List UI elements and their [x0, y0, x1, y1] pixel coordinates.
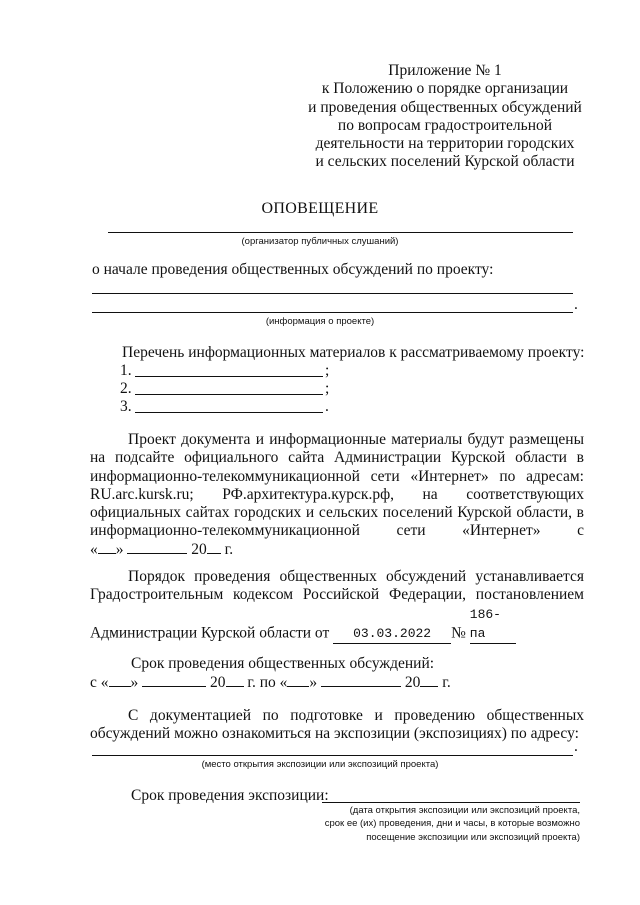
- organizer-line: [108, 232, 573, 233]
- site-address-1: RU.arc.kursk.ru;: [90, 485, 194, 503]
- placement-row: официальных сайтах городских и сельских поселений Курской области, в: [90, 504, 584, 522]
- year-prefix: 20: [210, 674, 226, 691]
- placement-date-row: [90, 541, 584, 559]
- documentation-row: С документацией по подготовке и проведению общественных: [128, 707, 584, 724]
- word: информационно-телекоммуникационной: [90, 522, 360, 540]
- year-prefix: 20: [404, 674, 421, 691]
- resolution-number: 186-па: [469, 606, 501, 641]
- item-number: 1.: [120, 362, 132, 379]
- project-line-period: .: [574, 296, 578, 313]
- project-line-2: [92, 312, 573, 313]
- address-line: [92, 755, 573, 756]
- word-on: на: [422, 485, 438, 503]
- start-month-blank: [142, 686, 206, 687]
- end-day-blank: [287, 686, 309, 687]
- appendix-line: деятельности на территории городских: [315, 135, 575, 153]
- caption-line: посещение экспозиции или экспозиций проекта): [366, 831, 580, 843]
- quote-close: »: [115, 540, 124, 558]
- resolution-date-field: [333, 624, 451, 644]
- appendix-line: и проведения общественных обсуждений: [308, 98, 582, 116]
- word: с: [577, 522, 584, 540]
- placement-row-sites: [90, 486, 584, 504]
- documentation-row: обсуждений можно ознакомиться на экспозиции (экспозициях) по адресу:: [90, 725, 579, 743]
- documentation-paragraph: [90, 707, 584, 744]
- materials-item-2-line: [135, 394, 323, 395]
- appendix-block: [300, 62, 590, 172]
- period-row: [90, 674, 451, 692]
- address-caption: (место открытия экспозиции или экспозиций проекта): [201, 759, 439, 770]
- appendix-line: Приложение № 1: [388, 62, 502, 79]
- procedure-row-3: [90, 605, 584, 641]
- resolution-number-field: [470, 605, 516, 645]
- procedure-paragraph: [90, 568, 584, 641]
- address-line-period: .: [574, 738, 578, 755]
- procedure-row: Градостроительным кодексом Российской Федерации, постановлением: [90, 586, 584, 604]
- end-month-blank: [321, 686, 401, 687]
- exposition-line: [322, 802, 580, 803]
- period-to: г. по «: [247, 674, 288, 691]
- exposition-label: Срок проведения экспозиции:: [131, 787, 329, 804]
- intro-text: о начале проведения общественных обсуждений по проекту:: [92, 261, 494, 278]
- month-blank: [127, 553, 187, 554]
- materials-item-3-line: [135, 412, 323, 413]
- item-ending: ;: [325, 362, 330, 379]
- placement-row-network: [90, 522, 584, 540]
- item-number: 2.: [120, 380, 132, 397]
- document-title: ОПОВЕЩЕНИЕ: [261, 200, 379, 217]
- materials-item-3: [120, 398, 132, 416]
- year-suffix: г.: [224, 540, 234, 558]
- caption-line: (дата открытия экспозиции или экспозиций проекта,: [349, 805, 580, 816]
- placement-row: на подсайте официального сайта Администрации Курской области в: [90, 449, 584, 467]
- number-label: №: [451, 623, 466, 641]
- period-from: с «: [90, 674, 109, 691]
- appendix-line: к Положению о порядке организации: [321, 80, 569, 98]
- year-blank: [207, 553, 221, 554]
- organizer-caption: (организатор публичных слушаний): [241, 236, 399, 247]
- project-caption: (информация о проекте): [265, 316, 375, 327]
- resolution-date: 03.03.2022: [353, 625, 432, 641]
- start-year-blank: [226, 686, 244, 687]
- quote-open: «: [90, 540, 98, 558]
- day-blank: [98, 553, 116, 554]
- item-number: 3.: [120, 398, 132, 415]
- appendix-line: по вопросам градостроительной: [337, 116, 553, 134]
- year-prefix: 20: [191, 540, 207, 558]
- quote-close: »: [309, 674, 318, 691]
- materials-item-1-line: [135, 376, 323, 377]
- start-day-blank: [109, 686, 131, 687]
- word-relevant: соответствующих: [466, 485, 584, 503]
- procedure-row: Порядок проведения общественных обсуждений устанавливается: [128, 568, 584, 585]
- caption-line: срок ее (их) проведения, дни и часы, в которые возможно: [324, 818, 580, 830]
- quote-close: »: [130, 674, 139, 691]
- procedure-prefix: Администрации Курской области от: [90, 623, 330, 641]
- word: «Интернет»: [462, 522, 541, 540]
- materials-item-2: [120, 380, 132, 398]
- placement-row: информационно-телекоммуникационной сети «Интернет» по адресам:: [90, 467, 584, 485]
- word: сети: [396, 522, 426, 540]
- materials-item-1: [120, 362, 132, 380]
- end-year-blank: [420, 686, 438, 687]
- exposition-caption: [300, 804, 580, 844]
- item-ending: .: [325, 398, 329, 415]
- appendix-line: и сельских поселений Курской области: [315, 153, 575, 171]
- item-ending: ;: [325, 380, 330, 397]
- project-line-1: [92, 293, 573, 294]
- placement-paragraph: [90, 431, 584, 559]
- site-address-2: РФ.архитектура.курск.рф,: [222, 485, 394, 503]
- placement-row: Проект документа и информационные материалы будут размещены: [128, 431, 584, 448]
- period-heading: Срок проведения общественных обсуждений:: [131, 655, 435, 672]
- materials-heading: Перечень информационных материалов к рассматриваемому проекту:: [122, 344, 585, 361]
- period-end: г.: [442, 674, 451, 691]
